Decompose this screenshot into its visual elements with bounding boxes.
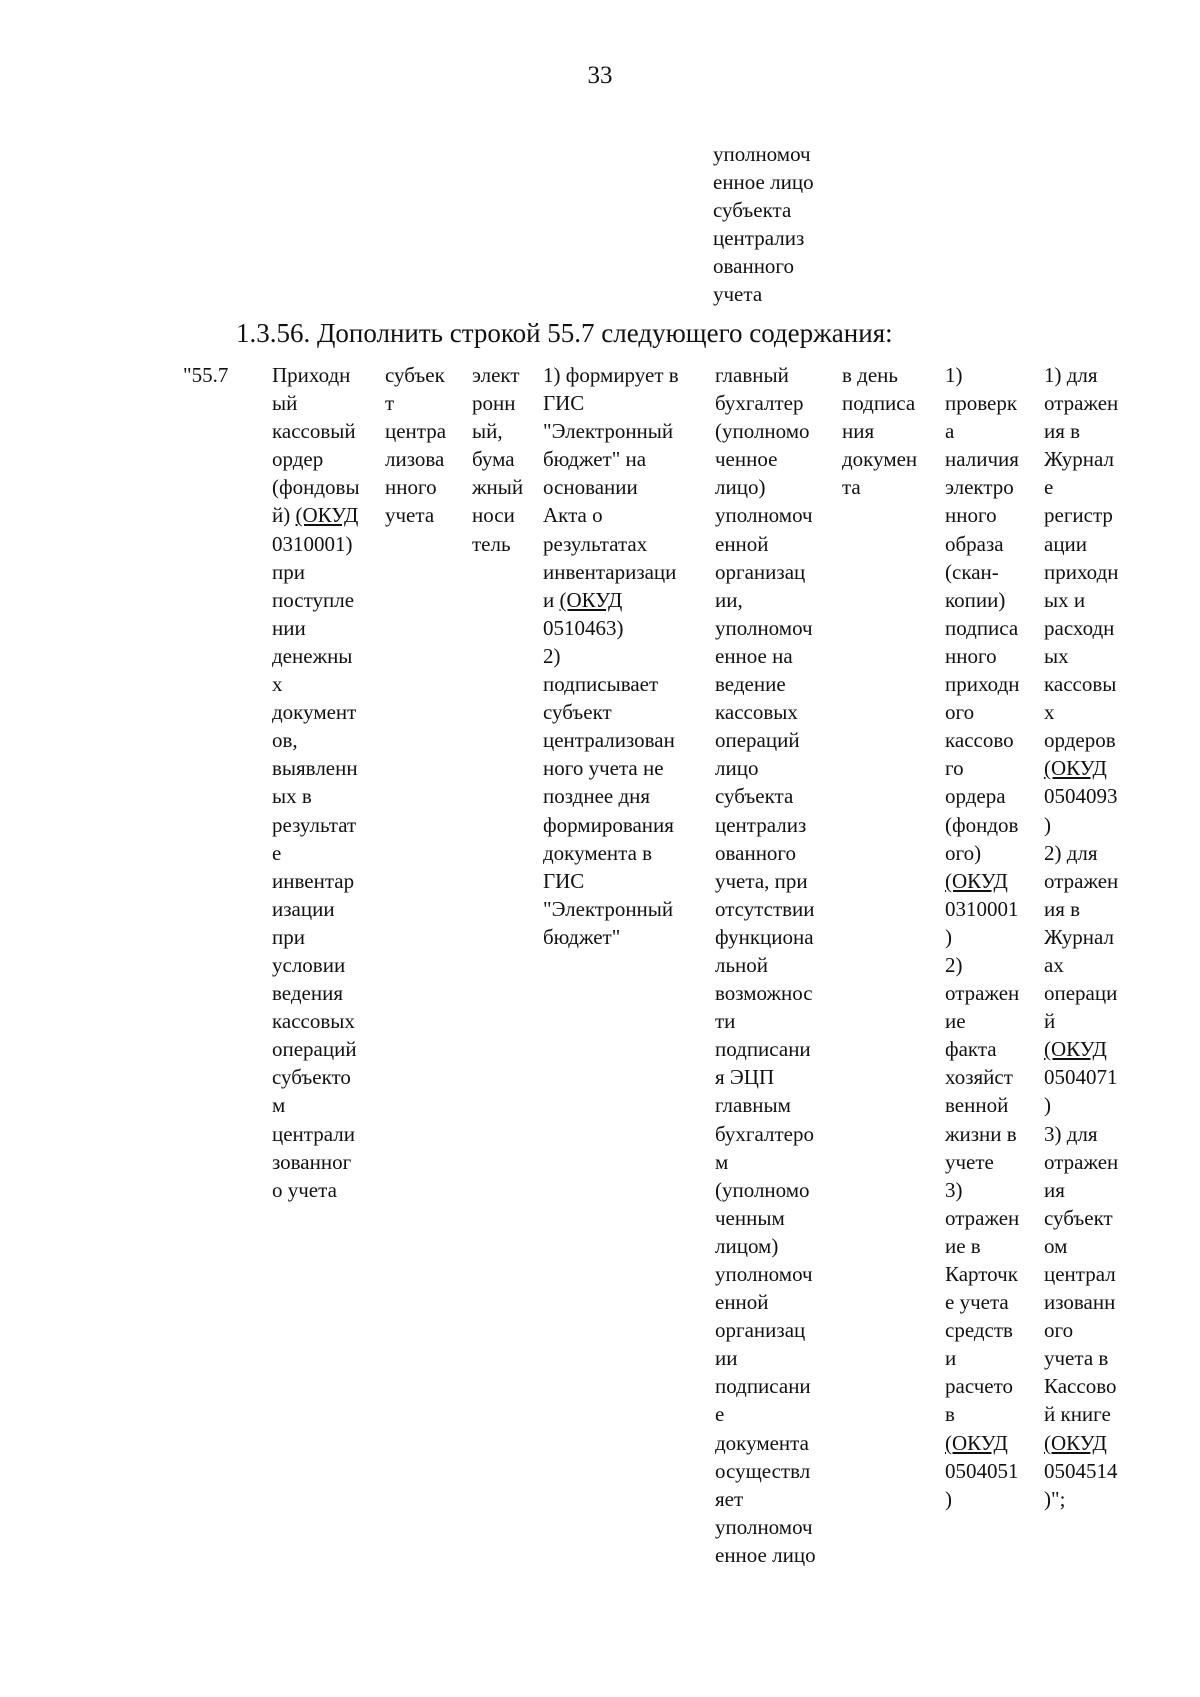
continuation-cell: уполномоч енное лицо субъекта централиз ованного учета bbox=[713, 142, 814, 307]
document-subject: субъек т центра лизова нного учета bbox=[385, 363, 447, 528]
document-form: элект ронн ый, бума жный носи тель bbox=[472, 363, 524, 556]
document-name: Приходн ый кассовый ордер (фондовы й) (ОКУД 0310001) при поступле нии денежны х документ ов, выявленн ых в результат е инвентар изации при условии ведения кассовых операций субъекто м централи зованног о учета bbox=[272, 363, 360, 1202]
usage-cell-2: 1) для отражен ия в Журнал е регистр ации приходн ых и расходн ых кассовы х ордеров (ОКУД 0504093 ) 2) для отражен ия в Журнал ах операци й (ОКУД 0504071 ) 3) для отражен ия субъект ом централ изованн ого учета в Кассово й книге (ОКУД 0504514 )"; bbox=[1044, 363, 1119, 1511]
usage-cell-1: 1) проверк а наличия электро нного образа (скан- копии) подписа нного приходн ого кассово го ордера (фондов ого) (ОКУД 0310001 ) 2) отражен ие факта хозяйст венной жизни в учете 3) отражен ие в Карточк е учета средств и расчето в (ОКУД 0504051 ) bbox=[945, 363, 1020, 1511]
okud-reference: (ОКУД bbox=[1044, 1430, 1107, 1455]
row-number: "55.7 bbox=[183, 363, 229, 387]
okud-reference: (ОКУД bbox=[945, 1430, 1008, 1455]
okud-reference: (ОКУД bbox=[945, 868, 1008, 893]
deadline-cell: в день подписа ния докумен та bbox=[842, 363, 918, 500]
okud-reference: (ОКУД bbox=[559, 587, 623, 612]
page-number: 33 bbox=[587, 62, 613, 89]
procedure-cell: 1) формирует в ГИС "Электронный бюджет" на основании Акта о результатах инвентаризаци и (ОКУД 0510463) 2) подписывает субъект централизован ного учета не позднее дня формирования документа в ГИС "Электронный бюджет" bbox=[543, 363, 679, 949]
signer-cell: главный бухгалтер (уполномо ченное лицо) уполномоч енной организац ии, уполномоч енное на ведение кассовых операций лицо субъекта централиз ованного учета, при отсутствии функциона льной возможнос ти подписани я ЭЦП главным бухгалтеро м (уполномо ченным лицом) уполномоч енной организац ии подписани е документа осуществл яет уполномоч енное лицо bbox=[715, 363, 816, 1567]
okud-reference: (ОКУД bbox=[295, 503, 359, 528]
okud-reference: (ОКУД bbox=[1044, 1037, 1107, 1062]
section-heading: 1.3.56. Дополнить строкой 55.7 следующего содержания: bbox=[236, 318, 893, 348]
okud-reference: (ОКУД bbox=[1044, 756, 1107, 781]
